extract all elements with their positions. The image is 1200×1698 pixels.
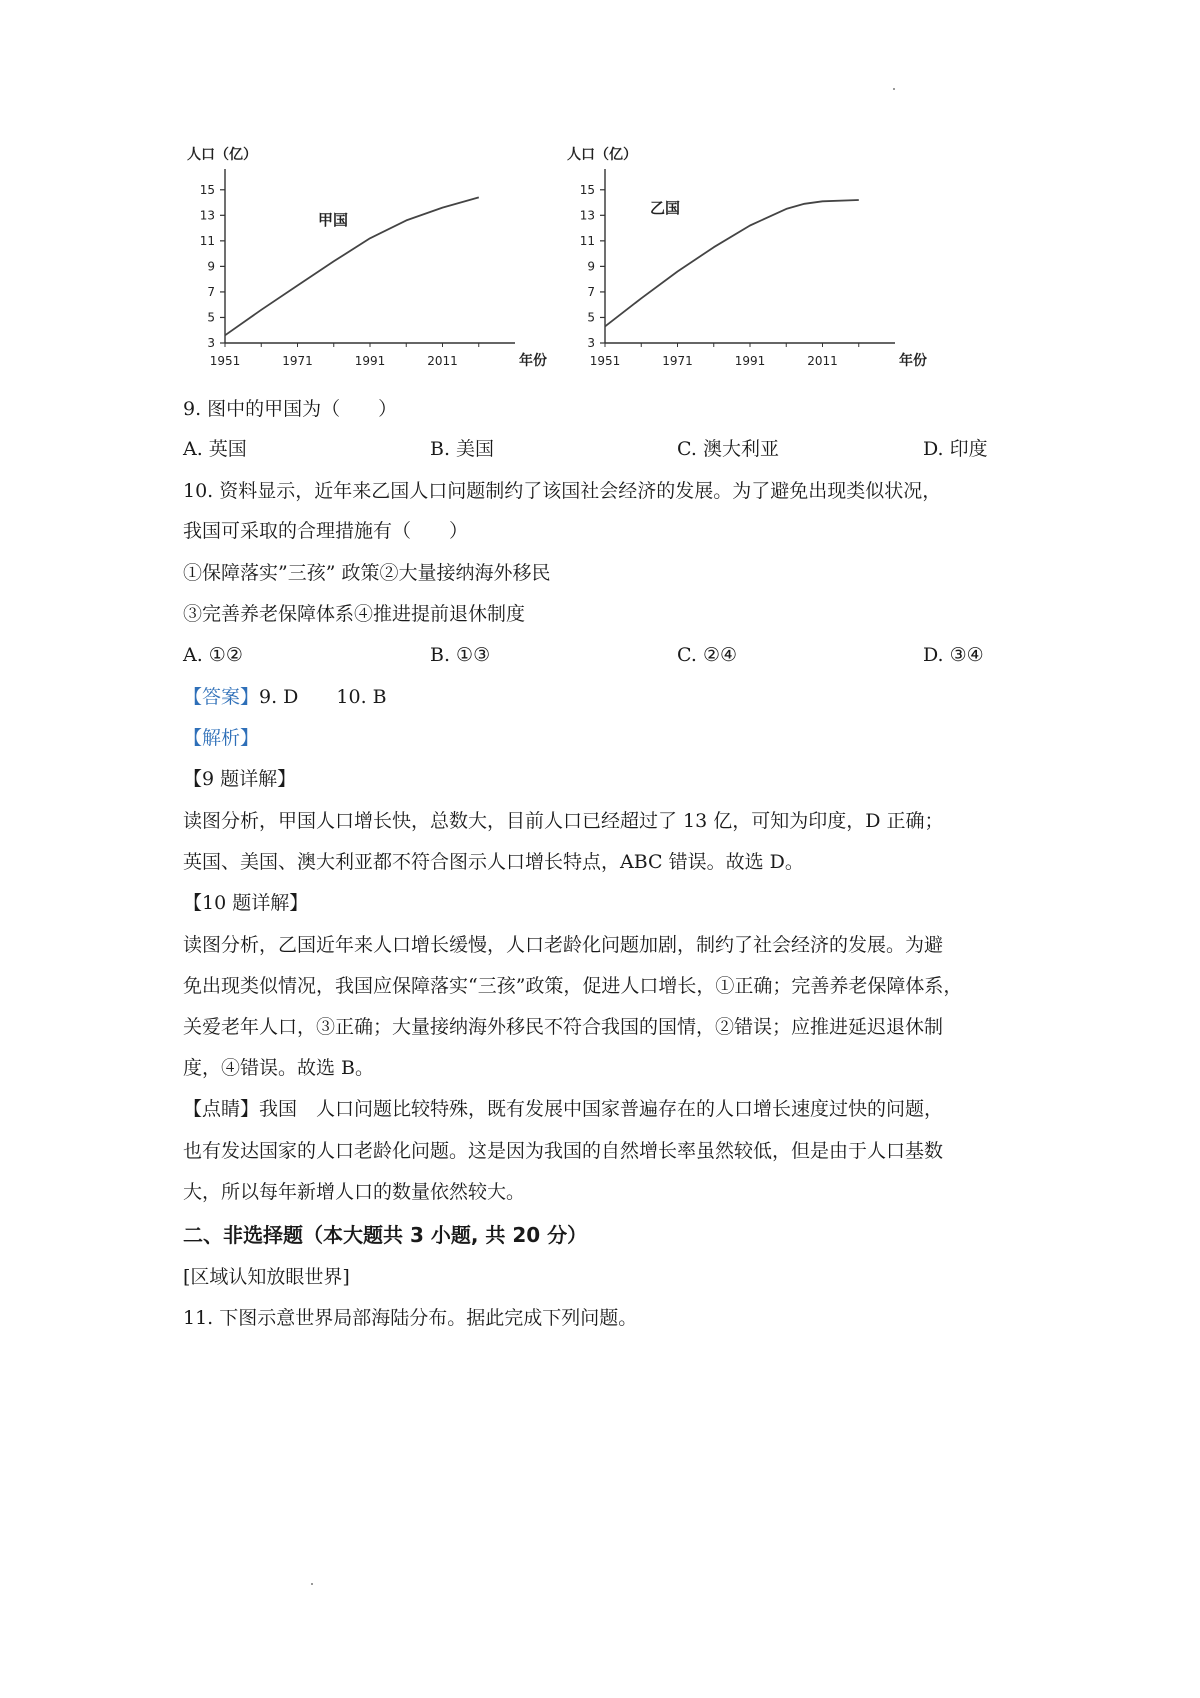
scan-dot-top [893,88,895,90]
chart-jia-ytick-label: 3 [207,336,215,350]
chart-jia-xtick-label: 1951 [209,354,241,368]
chart-yi-ytick-label: 11 [579,233,595,248]
chart-jia-xtick-label: 2011 [427,354,458,368]
chart-yi-series-label: 乙国 [650,199,681,217]
q10-option-a: A. ①② [183,644,243,666]
chart-jia-ytick-label: 9 [207,259,215,274]
note-text1: 我国 人口问题比较特殊，既有发展中国家普遍存在的人口增长速度过快的问题， [259,1098,944,1120]
chart-yi-svg [565,145,945,375]
chart-yi-ytick-label: 7 [587,284,595,299]
detail10-line4: 度，④错误。故选 B。 [183,1057,375,1079]
chart-yi-xtick-label: 1951 [589,354,621,368]
chart-yi-xtick-label: 1971 [662,354,693,368]
answer-text: 9. D 10. B [259,686,387,708]
chart-yi-ytick-label: 5 [587,310,595,325]
detail10-line1: 读图分析，乙国近年来人口增长缓慢，人口老龄化问题加剧，制约了社会经济的发展。为避 [183,934,944,956]
answer-line [183,684,387,710]
note-line1 [183,1096,943,1122]
chart-yi-xtick-label: 1991 [734,354,766,368]
chart-jia-ytick-label: 15 [199,182,215,197]
chart-yi-xtick-label: 2011 [807,354,838,368]
chart-yi-ytick-label: 15 [579,182,595,197]
chart-jia-ytick-label: 5 [207,310,215,325]
q9-option-d: D. 印度 [923,438,988,460]
q10-option-d: D. ③④ [923,644,984,666]
q9-option-b: B. 美国 [430,438,495,460]
detail9-line2: 英国、美国、澳大利亚都不符合图示人口增长特点，ABC 错误。故选 D。 [183,851,804,873]
q10-option-b: B. ①③ [430,644,491,666]
answer-tag: 【答案】 [183,686,260,708]
chart-jia-svg [185,145,565,375]
q9-stem: 9. 图中的甲国为（ ） [183,398,398,420]
detail10-line3: 关爱老年人口，③正确；大量接纳海外移民不符合我国的国情，②错误；应推进延迟退休制 [183,1016,944,1038]
chart-jia-xtick-label: 1991 [354,354,386,368]
analysis-tag: 【解析】 [183,727,260,749]
section2-heading: 二、非选择题（本大题共 3 小题, 共 20 分） [183,1223,588,1247]
chart-yi [565,145,945,375]
q10-item-line2: ③完善养老保障体系④推进提前退休制度 [183,603,526,625]
chart-jia-series-label: 甲国 [318,211,349,229]
chart-yi-series-line [605,200,859,326]
chart-jia-y-label: 人口（亿） [187,147,257,163]
q10-stem-line1: 10. 资料显示，近年来乙国人口问题制约了该国社会经济的发展。为了避免出现类似状况， [183,480,942,502]
q10-stem-line2: 我国可采取的合理措施有（ ） [183,520,469,542]
q10-item-line1: ①保障落实”三孩” 政策②大量接纳海外移民 [183,562,551,584]
chart-jia-x-label: 年份 [519,353,547,369]
chart-jia [185,145,565,375]
chart-jia-ytick-label: 11 [199,233,215,248]
note-line3: 大，所以每年新增人口的数量依然较大。 [183,1181,526,1203]
chart-jia-xtick-label: 1971 [282,354,313,368]
chart-jia-ytick-label: 7 [207,284,215,299]
chart-yi-ytick-label: 13 [579,208,595,223]
note-line2: 也有发达国家的人口老龄化问题。这是因为我国的自然增长率虽然较低，但是由于人口基数 [183,1140,944,1162]
chart-jia-series-line [225,197,479,335]
detail9-tag: 【9 题详解】 [183,768,297,790]
detail9-line1: 读图分析，甲国人口增长快，总数大，目前人口已经超过了 13 亿，可知为印度，D 正确； [183,810,944,832]
q9-option-a: A. 英国 [183,438,247,460]
detail10-line2: 免出现类似情况，我国应保障落实“三孩”政策，促进人口增长，①正确；完善养老保障体系， [183,975,963,997]
note-tag: 【点睛】 [183,1098,260,1120]
detail10-tag: 【10 题详解】 [183,892,309,914]
scan-dot-bottom [311,1583,313,1585]
q10-option-c: C. ②④ [677,644,738,666]
chart-yi-y-label: 人口（亿） [567,147,637,163]
q9-option-c: C. 澳大利亚 [677,438,779,460]
chart-jia-ytick-label: 13 [199,208,215,223]
section2-subheading: [区域认知放眼世界] [183,1266,350,1288]
chart-yi-ytick-label: 3 [587,336,595,350]
chart-yi-x-label: 年份 [899,353,927,369]
chart-yi-ytick-label: 9 [587,259,595,274]
q11-stem: 11. 下图示意世界局部海陆分布。据此完成下列问题。 [183,1307,638,1329]
